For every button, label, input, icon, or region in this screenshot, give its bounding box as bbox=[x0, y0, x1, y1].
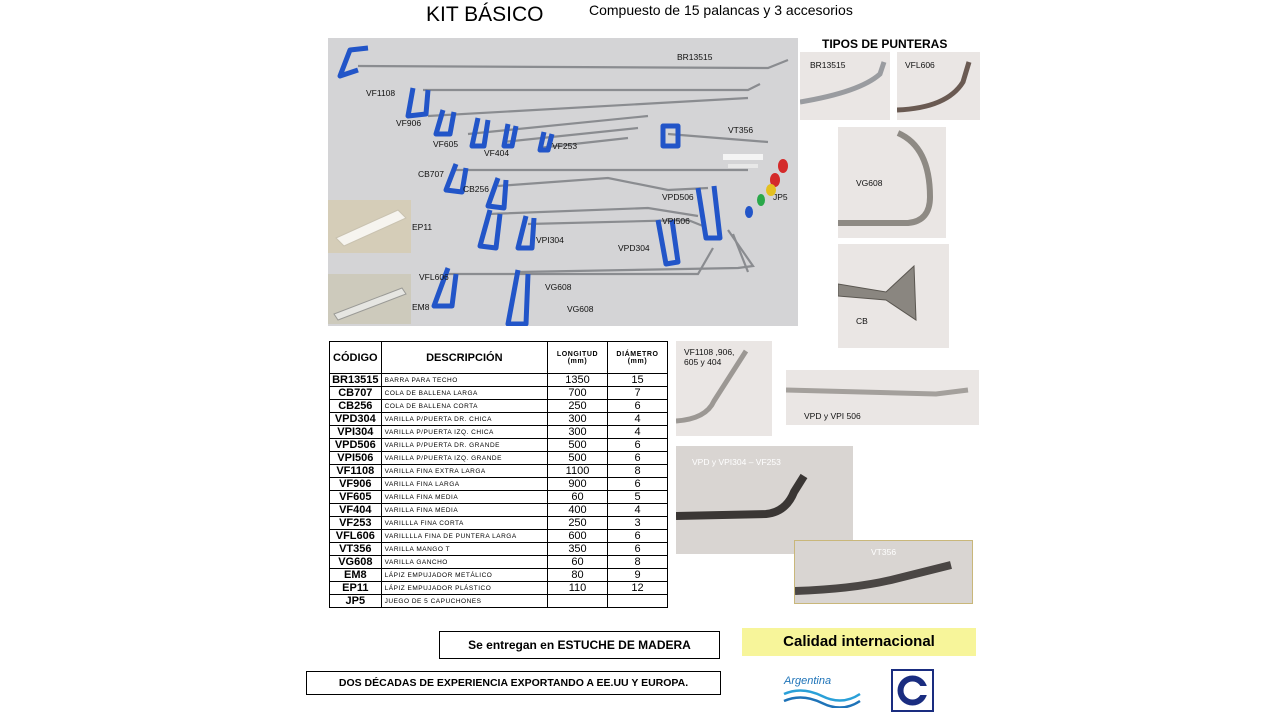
tip-label-cb: CB bbox=[856, 316, 868, 326]
tips-title: TIPOS DE PUNTERAS bbox=[822, 37, 948, 51]
argentina-wave-icon bbox=[782, 688, 862, 708]
row-length: 500 bbox=[548, 439, 608, 452]
side-label-vf1108: VF1108 ,906, 605 y 404 bbox=[684, 347, 735, 367]
row-description: VARILLA GANCHO bbox=[381, 556, 547, 569]
row-diameter: 5 bbox=[608, 491, 668, 504]
row-code: VF404 bbox=[330, 504, 382, 517]
photo-label-ep11: EP11 bbox=[412, 222, 433, 232]
row-code: EM8 bbox=[330, 569, 382, 582]
experience-banner: DOS DÉCADAS DE EXPERIENCIA EXPORTANDO A EE.UU Y EUROPA. bbox=[306, 671, 721, 695]
row-length: 300 bbox=[548, 413, 608, 426]
em8-photo bbox=[328, 274, 411, 324]
row-code: VPD506 bbox=[330, 439, 382, 452]
table-row bbox=[330, 491, 668, 504]
row-description: VARILLA P/PUERTA DR. CHICA bbox=[381, 413, 547, 426]
table-row bbox=[330, 595, 668, 608]
tip-photo-br13515 bbox=[800, 52, 890, 120]
spec-table-body bbox=[330, 374, 668, 608]
row-length: 1350 bbox=[548, 374, 608, 387]
photo-label-cb707: CB707 bbox=[418, 169, 444, 179]
company-logo-icon bbox=[893, 671, 932, 710]
row-code: VG608 bbox=[330, 556, 382, 569]
row-length: 1100 bbox=[548, 465, 608, 478]
side-label-vt356: VT356 bbox=[871, 547, 897, 557]
row-diameter: 6 bbox=[608, 400, 668, 413]
row-diameter: 4 bbox=[608, 504, 668, 517]
row-description: VARILLA P/PUERTA IZQ. CHICA bbox=[381, 426, 547, 439]
row-code: JP5 bbox=[330, 595, 382, 608]
photo-label-vpd506: VPD506 bbox=[662, 192, 694, 202]
table-row bbox=[330, 530, 668, 543]
row-description: VARILLLA FINA CORTA bbox=[381, 517, 547, 530]
table-row bbox=[330, 439, 668, 452]
side-photo-vt356 bbox=[794, 540, 973, 604]
photo-label-vg608-b: VG608 bbox=[567, 304, 594, 314]
table-row bbox=[330, 582, 668, 595]
photo-label-vf906: VF906 bbox=[396, 118, 422, 128]
row-code: VF605 bbox=[330, 491, 382, 504]
row-code: VF1108 bbox=[330, 465, 382, 478]
photo-label-vf404: VF404 bbox=[484, 148, 510, 158]
photo-label-em8: EM8 bbox=[412, 302, 430, 312]
row-code: CB256 bbox=[330, 400, 382, 413]
row-length: 250 bbox=[548, 400, 608, 413]
col-codigo: CÓDIGO bbox=[330, 342, 382, 374]
page-subtitle: Compuesto de 15 palancas y 3 accesorios bbox=[589, 2, 853, 18]
row-diameter: 6 bbox=[608, 543, 668, 556]
row-diameter bbox=[608, 595, 668, 608]
photo-label-vg608-a: VG608 bbox=[545, 282, 572, 292]
tip-cb-illustration bbox=[838, 244, 949, 348]
tip-photo-vg608 bbox=[838, 127, 946, 238]
row-length: 400 bbox=[548, 504, 608, 517]
row-code: CB707 bbox=[330, 387, 382, 400]
page-title: KIT BÁSICO bbox=[426, 3, 544, 26]
row-diameter: 6 bbox=[608, 439, 668, 452]
row-description: JUEGO DE 5 CAPUCHONES bbox=[381, 595, 547, 608]
side-label-vpi304: VPD y VPI304 – VF253 bbox=[692, 457, 781, 467]
row-code: VF906 bbox=[330, 478, 382, 491]
row-code: EP11 bbox=[330, 582, 382, 595]
tip-label-br13515: BR13515 bbox=[810, 60, 846, 70]
row-description: VARILLLLA FINA DE PUNTERA LARGA bbox=[381, 530, 547, 543]
table-row bbox=[330, 569, 668, 582]
row-code: VPD304 bbox=[330, 413, 382, 426]
photo-label-vf253: VF253 bbox=[552, 141, 578, 151]
row-description: LÁPIZ EMPUJADOR PLÁSTICO bbox=[381, 582, 547, 595]
row-diameter: 6 bbox=[608, 452, 668, 465]
table-row bbox=[330, 478, 668, 491]
ep11-photo bbox=[328, 200, 411, 253]
row-length: 350 bbox=[548, 543, 608, 556]
table-row bbox=[330, 400, 668, 413]
table-row bbox=[330, 452, 668, 465]
row-description: VARILLA MANGO T bbox=[381, 543, 547, 556]
row-length: 900 bbox=[548, 478, 608, 491]
row-length: 250 bbox=[548, 517, 608, 530]
row-length: 60 bbox=[548, 491, 608, 504]
row-length: 600 bbox=[548, 530, 608, 543]
kit-product-photo bbox=[328, 38, 798, 326]
row-code: VPI506 bbox=[330, 452, 382, 465]
photo-label-vf605: VF605 bbox=[433, 139, 459, 149]
row-code: VPI304 bbox=[330, 426, 382, 439]
table-row bbox=[330, 504, 668, 517]
row-description: VARILLA FINA EXTRA LARGA bbox=[381, 465, 547, 478]
row-description: LÁPIZ EMPUJADOR METÁLICO bbox=[381, 569, 547, 582]
row-code: BR13515 bbox=[330, 374, 382, 387]
photo-label-cb256: CB256 bbox=[463, 184, 489, 194]
col-diametro: DIÁMETRO (mm) bbox=[608, 342, 668, 374]
plastic-pusher-illustration bbox=[328, 200, 411, 253]
case-info: Se entregan en ESTUCHE DE MADERA bbox=[439, 631, 720, 659]
photo-label-vpi506: VPI506 bbox=[662, 216, 690, 226]
row-code: VT356 bbox=[330, 543, 382, 556]
quality-badge: Calidad internacional bbox=[742, 628, 976, 656]
tip-label-vfl606: VFL606 bbox=[905, 60, 935, 70]
tip-photo-vfl606 bbox=[897, 52, 980, 120]
col-descripcion: DESCRIPCIÓN bbox=[381, 342, 547, 374]
side-label-vpd506: VPD y VPI 506 bbox=[804, 411, 861, 421]
photo-label-vt356: VT356 bbox=[728, 125, 754, 135]
photo-label-vpd304: VPD304 bbox=[618, 243, 650, 253]
row-description: VARILLA FINA LARGA bbox=[381, 478, 547, 491]
row-diameter: 9 bbox=[608, 569, 668, 582]
row-length: 700 bbox=[548, 387, 608, 400]
row-description: COLA DE BALLENA LARGA bbox=[381, 387, 547, 400]
tip-label-vg608: VG608 bbox=[856, 178, 883, 188]
table-row bbox=[330, 374, 668, 387]
row-diameter: 6 bbox=[608, 478, 668, 491]
table-row bbox=[330, 543, 668, 556]
table-row bbox=[330, 517, 668, 530]
side-photo-vpd506 bbox=[786, 370, 979, 425]
row-description: BARRA PARA TECHO bbox=[381, 374, 547, 387]
row-description: VARILLA P/PUERTA IZQ. GRANDE bbox=[381, 452, 547, 465]
row-diameter: 7 bbox=[608, 387, 668, 400]
company-logo bbox=[891, 669, 934, 712]
photo-label-br13515: BR13515 bbox=[677, 52, 713, 62]
photo-label-jp5: JP5 bbox=[773, 192, 788, 202]
row-description: VARILLA FINA MEDIA bbox=[381, 504, 547, 517]
table-row bbox=[330, 387, 668, 400]
spec-table bbox=[329, 341, 668, 608]
row-length: 300 bbox=[548, 426, 608, 439]
row-length: 60 bbox=[548, 556, 608, 569]
row-description: VARILLA P/PUERTA DR. GRANDE bbox=[381, 439, 547, 452]
table-row bbox=[330, 413, 668, 426]
row-code: VFL606 bbox=[330, 530, 382, 543]
side-photo-vpi304 bbox=[676, 446, 853, 554]
metal-pusher-illustration bbox=[328, 274, 411, 324]
row-diameter: 3 bbox=[608, 517, 668, 530]
row-length: 500 bbox=[548, 452, 608, 465]
side-photo-vf1108 bbox=[676, 341, 772, 436]
row-diameter: 4 bbox=[608, 413, 668, 426]
table-row bbox=[330, 426, 668, 439]
tip-photo-cb bbox=[838, 244, 949, 348]
table-row bbox=[330, 465, 668, 478]
table-row bbox=[330, 556, 668, 569]
photo-label-vpi304: VPI304 bbox=[536, 235, 564, 245]
spec-table-header-row bbox=[330, 342, 668, 374]
row-description: VARILLA FINA MEDIA bbox=[381, 491, 547, 504]
col-longitud: LONGITUD (mm) bbox=[548, 342, 608, 374]
photo-label-vfl606: VFL606 bbox=[419, 272, 449, 282]
argentina-label: Argentina bbox=[784, 675, 832, 687]
row-length: 110 bbox=[548, 582, 608, 595]
row-code: VF253 bbox=[330, 517, 382, 530]
row-diameter: 15 bbox=[608, 374, 668, 387]
row-length: 80 bbox=[548, 569, 608, 582]
photo-label-vf1108: VF1108 bbox=[366, 88, 396, 98]
row-length bbox=[548, 595, 608, 608]
row-diameter: 12 bbox=[608, 582, 668, 595]
row-diameter: 4 bbox=[608, 426, 668, 439]
row-diameter: 8 bbox=[608, 465, 668, 478]
row-description: COLA DE BALLENA CORTA bbox=[381, 400, 547, 413]
row-diameter: 6 bbox=[608, 530, 668, 543]
tip-vg608-illustration bbox=[838, 127, 946, 238]
row-diameter: 8 bbox=[608, 556, 668, 569]
